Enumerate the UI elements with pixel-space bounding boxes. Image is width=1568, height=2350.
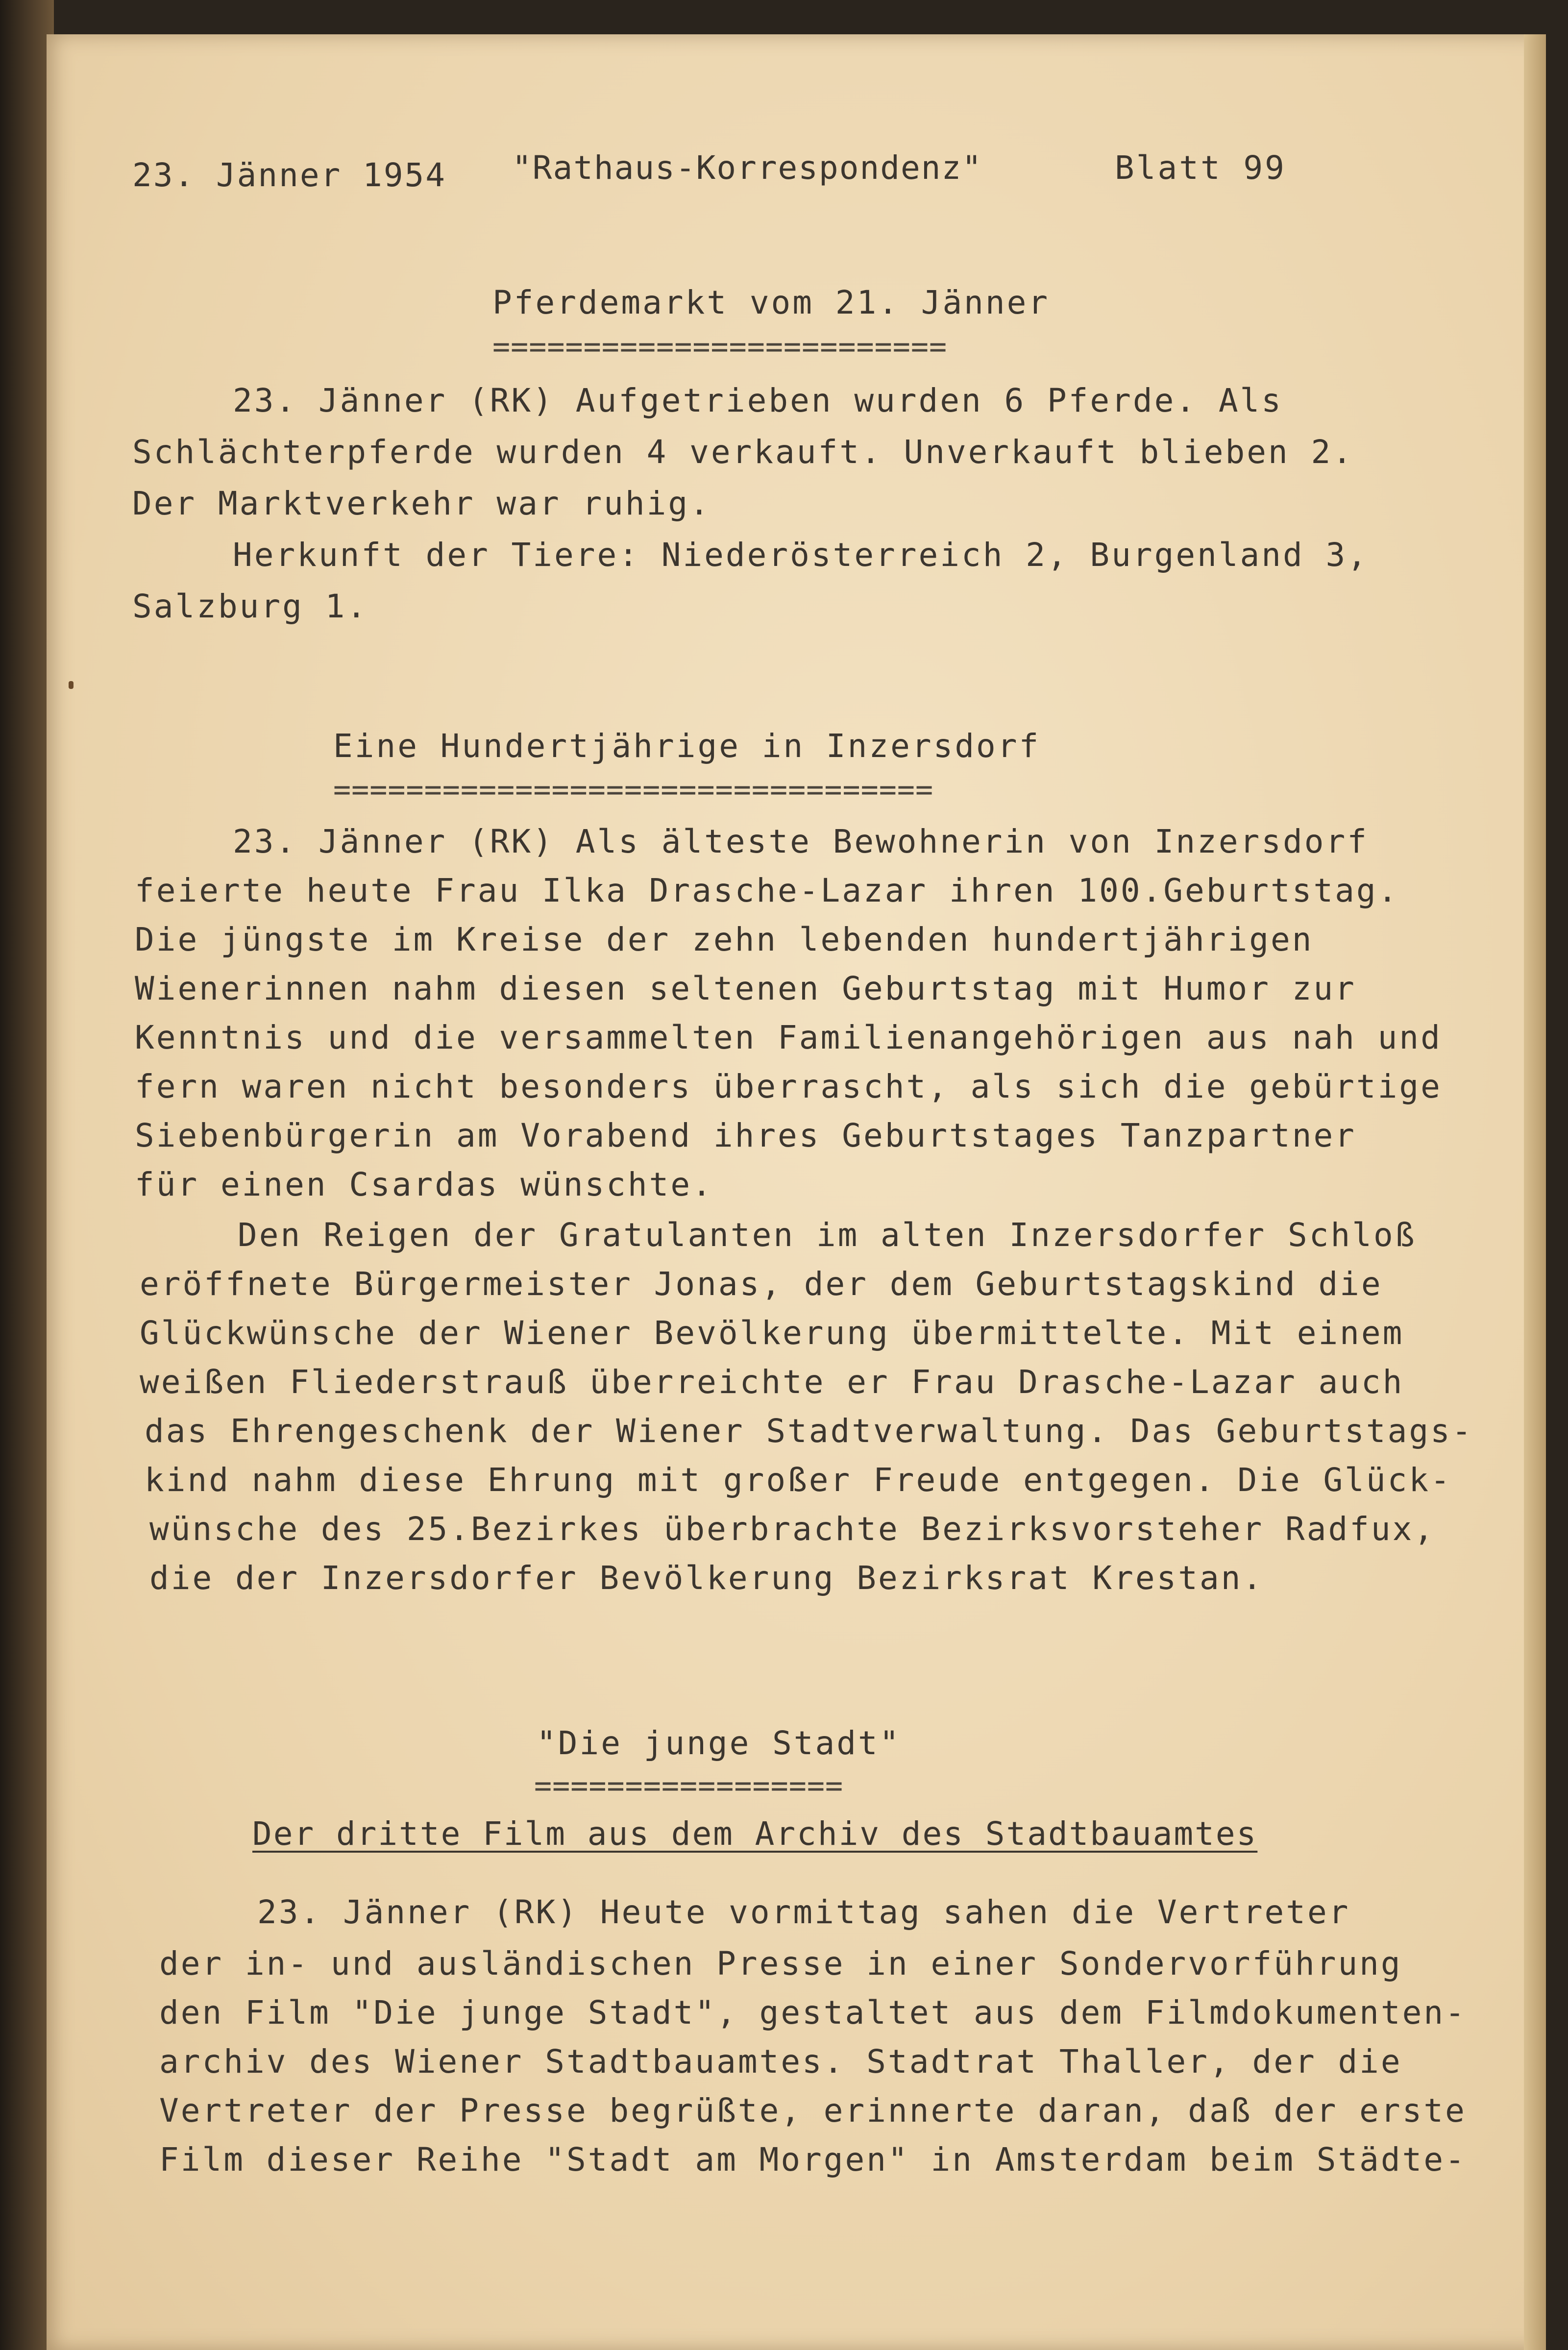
article2-line-3: Die jüngste im Kreise der zehn lebenden hundertjährigen: [135, 921, 1314, 958]
article3-title-rule: =================: [534, 1769, 844, 1803]
article2-line-16: die der Inzersdorfer Bevölkerung Bezirksrat Krestan.: [149, 1559, 1264, 1597]
article1-line-4: Herkunft der Tiere: Niederösterreich 2, Burgenland 3,: [233, 536, 1369, 574]
header-publication: "Rathaus-Korrespondenz": [512, 149, 982, 187]
article1-line-3: Der Marktverkehr war ruhig.: [132, 485, 711, 522]
book-binding: [0, 0, 54, 2350]
article2-line-14: kind nahm diese Ehrung mit großer Freude entgegen. Die Glück-: [145, 1461, 1452, 1499]
article1-title: Pferdemarkt vom 21. Jänner: [492, 284, 1050, 321]
article1-title-rule: =========================: [492, 330, 948, 364]
article2-title: Eine Hundertjährige in Inzersdorf: [333, 727, 1041, 765]
article2-title-rule: =================================: [333, 773, 934, 807]
article3-line-1: 23. Jänner (RK) Heute vormittag sahen die Vertreter: [257, 1893, 1350, 1931]
article3-line-6: Film dieser Reihe "Stadt am Morgen" in Amsterdam beim Städte-: [159, 2141, 1467, 2179]
article2-line-5: Kenntnis und die versammelten Familienangehörigen aus nah und: [135, 1019, 1442, 1056]
article2-line-6: fern waren nicht besonders überrascht, als sich die gebürtige: [135, 1068, 1442, 1105]
article2-line-7: Siebenbürgerin am Vorabend ihres Geburtstages Tanzpartner: [135, 1117, 1356, 1154]
article2-line-2: feierte heute Frau Ilka Drasche-Lazar ihren 100.Geburtstag.: [135, 872, 1399, 909]
article3-line-2: der in- und ausländischen Presse in einer Sondervorführung: [159, 1945, 1402, 1983]
article2-line-4: Wienerinnen nahm diesen seltenen Geburtstag mit Humor zur: [135, 970, 1356, 1007]
article2-line-10: eröffnete Bürgermeister Jonas, der dem Geburtstagskind die: [140, 1265, 1383, 1303]
article1-line-2: Schlächterpferde wurden 4 verkauft. Unverkauft blieben 2.: [132, 433, 1354, 471]
page-edge: [1524, 34, 1546, 2350]
paper-speck: [69, 681, 74, 689]
article3-subtitle: Der dritte Film aus dem Archiv des Stadtbauamtes: [252, 1815, 1258, 1853]
article3-line-4: archiv des Wiener Stadtbauamtes. Stadtrat Thaller, der die: [159, 2043, 1402, 2081]
article2-line-13: das Ehrengeschenk der Wiener Stadtverwaltung. Das Geburtstags-: [145, 1412, 1473, 1450]
header-date: 23. Jänner 1954: [132, 156, 447, 194]
article2-line-8: für einen Csardas wünschte.: [135, 1166, 713, 1203]
article1-line-5: Salzburg 1.: [132, 588, 368, 625]
typewritten-page: [47, 34, 1546, 2350]
article2-line-11: Glückwünsche der Wiener Bevölkerung übermittelte. Mit einem: [140, 1314, 1404, 1352]
header-sheet: Blatt 99: [1115, 149, 1286, 187]
article3-line-3: den Film "Die junge Stadt", gestaltet aus dem Filmdokumenten-: [159, 1994, 1467, 2032]
article3-line-5: Vertreter der Presse begrüßte, erinnerte daran, daß der erste: [159, 2092, 1467, 2130]
article2-line-1: 23. Jänner (RK) Als älteste Bewohnerin von Inzersdorf: [233, 823, 1369, 860]
article1-line-1: 23. Jänner (RK) Aufgetrieben wurden 6 Pferde. Als: [233, 382, 1283, 419]
article2-line-15: wünsche des 25.Bezirkes überbrachte Bezirksvorsteher Radfux,: [149, 1510, 1436, 1548]
article2-line-9: Den Reigen der Gratulanten im alten Inzersdorfer Schloß: [238, 1216, 1417, 1254]
article2-line-12: weißen Fliederstrauß überreichte er Frau Drasche-Lazar auch: [140, 1363, 1404, 1401]
article3-title: "Die junge Stadt": [537, 1724, 901, 1762]
